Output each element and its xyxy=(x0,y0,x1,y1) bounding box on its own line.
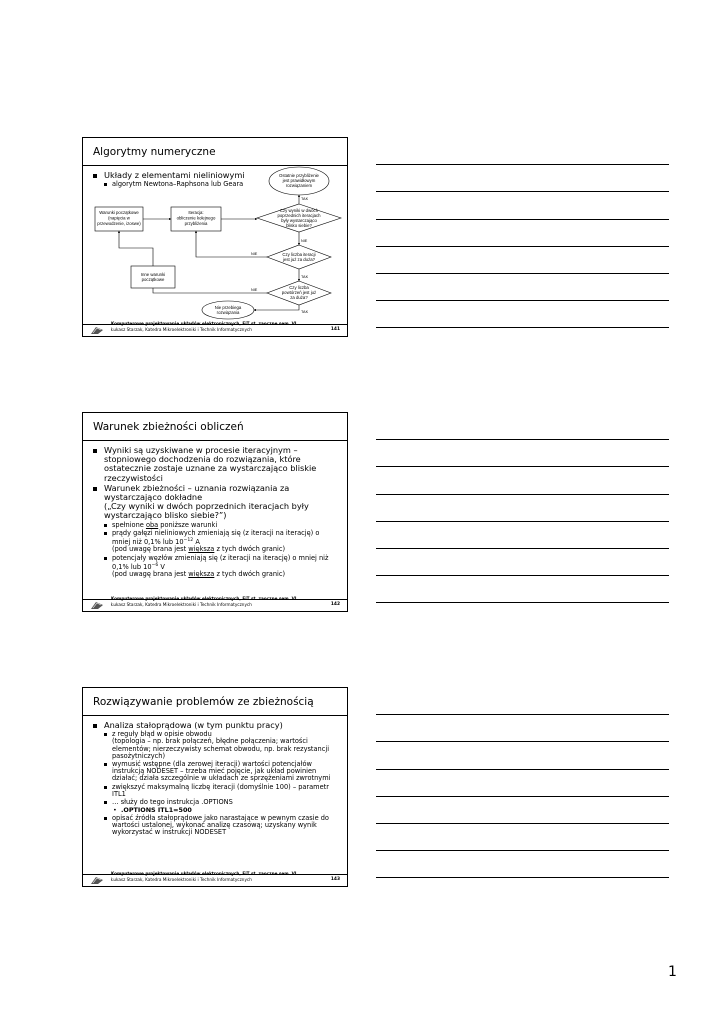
title-divider xyxy=(83,440,347,441)
footer-author: Łukasz Starzak, Katedra Mikroelektroniki i Technik Informatycznych xyxy=(111,327,252,332)
slide-number: 143 xyxy=(330,877,340,882)
svg-text:NIE: NIE xyxy=(251,252,258,256)
note-line xyxy=(376,575,669,576)
svg-text:rozwiązania: rozwiązania xyxy=(216,310,240,315)
note-line xyxy=(376,466,669,467)
slide-number: 141 xyxy=(330,327,340,332)
note-line xyxy=(376,164,669,165)
bullet-text: („Czy wyniki w dwóch poprzednich iteracjach były wystarczająco blisko siebie?”) xyxy=(104,501,309,521)
slide-143 xyxy=(82,687,348,887)
svg-text:Czy liczba iteracji: Czy liczba iteracji xyxy=(282,252,316,257)
slide-title: Algorytmy numeryczne xyxy=(93,146,216,158)
svg-text:TAK: TAK xyxy=(301,310,309,314)
note-line xyxy=(376,548,669,549)
svg-text:blisko siebie?: blisko siebie? xyxy=(286,223,312,228)
note-line xyxy=(376,796,669,797)
note-line xyxy=(376,714,669,715)
svg-text:obliczenie kolejnego: obliczenie kolejnego xyxy=(176,215,216,221)
svg-text:Warunki początkowe: Warunki początkowe xyxy=(99,210,139,215)
svg-text:rozwiązaniem: rozwiązaniem xyxy=(285,183,313,188)
title-divider xyxy=(83,715,347,716)
page-number: 1 xyxy=(668,964,677,980)
footer-course: Komputerowe projektowanie układów elektronicznych, EiT st. zaoczne sem. VI xyxy=(111,596,297,601)
note-line xyxy=(376,741,669,742)
note-line xyxy=(376,877,669,878)
slide-title: Warunek zbieżności obliczeń xyxy=(93,421,244,433)
sub-bullet: potencjały węzłów zmieniają się (z iteracji na iterację) o mniej niż 0,1% lub $10^{-6}$ V (pod uwagę brana jest większa z tych dwóch granic) xyxy=(103,555,337,579)
bullet xyxy=(91,484,337,521)
note-line xyxy=(376,246,669,247)
svg-text:NIE: NIE xyxy=(251,288,258,292)
svg-text:powtórzeń jest już: powtórzeń jest już xyxy=(281,290,317,295)
university-logo-icon xyxy=(90,601,104,610)
flowchart-labels xyxy=(97,173,321,315)
slide-141 xyxy=(82,137,348,337)
svg-text:przewodzenie, izoswe): przewodzenie, izoswe) xyxy=(97,221,141,226)
university-logo-icon xyxy=(90,876,104,885)
note-line xyxy=(376,494,669,495)
bullet: Wyniki są uzyskiwane w procesie iteracyjnym – stopniowego dochodzenia do rozwiązania, które ostatecznie zostaje uznane za wystarczająco bliskie rzeczywistości xyxy=(91,446,337,483)
sub-bullet: opisać źródła stałoprądowe jako narastające w pewnym czasie do wartości ustalonej, wykonać analizę czasową; uzyskany wynik wykorzystać w instrukcji NODESET xyxy=(103,815,337,837)
svg-text:jest już za duża?: jest już za duża? xyxy=(282,257,316,262)
svg-text:początkowe: początkowe xyxy=(141,277,165,282)
note-line xyxy=(376,300,669,301)
svg-text:Czy wyniki w dwóch: Czy wyniki w dwóch xyxy=(279,208,319,213)
slide-body xyxy=(91,446,337,579)
note-line xyxy=(376,327,669,328)
sub-bullet: z reguły błąd w opisie obwodu (topologia – np. brak połączeń, błędne połączenia; wartości elementów; nierzeczywisty schemat obwodu, np. brak rezystancji pasożytniczych) xyxy=(103,731,337,760)
slide-title: Rozwiązywanie problemów ze zbieżnością xyxy=(93,696,314,708)
slide-142 xyxy=(82,412,348,612)
footer-author: Łukasz Starzak, Katedra Mikroelektroniki i Technik Informatycznych xyxy=(111,602,252,607)
note-line xyxy=(376,191,669,192)
svg-text:za duża?: za duża? xyxy=(290,295,308,300)
note-line xyxy=(376,273,669,274)
sub-bullet: spełnione oba poniższe warunki xyxy=(103,522,337,529)
note-line xyxy=(376,602,669,603)
note-line xyxy=(376,439,669,440)
slide-number: 142 xyxy=(330,602,340,607)
footer-course: Komputerowe projektowanie układów elektronicznych, EiT st. zaoczne sem. VI xyxy=(111,871,297,876)
sub-bullet: wymusić wstępne (dla zerowej iteracji) wartości potencjałów instrukcją NODESET – trzeba mieć pojęcie, jak układ powinien działać; działa szczególnie w układach ze sprzężeniami zwrotnymi xyxy=(103,761,337,783)
note-line xyxy=(376,850,669,851)
svg-text:przybliżenia: przybliżenia xyxy=(184,221,208,226)
svg-text:NIE: NIE xyxy=(301,239,308,243)
note-line xyxy=(376,769,669,770)
note-line xyxy=(376,219,669,220)
svg-text:były wystarczająco: były wystarczająco xyxy=(281,218,317,223)
slide-body xyxy=(91,721,337,837)
note-line xyxy=(376,823,669,824)
sub-bullet: zwiększyć maksymalną liczbę iteracji (domyślnie 100) – parametr ITL1 xyxy=(103,784,337,798)
sub-bullet: algorytm Newtona–Raphsona lub Geara xyxy=(103,181,337,188)
svg-text:TAK: TAK xyxy=(301,275,309,279)
footer-author: Łukasz Starzak, Katedra Mikroelektroniki i Technik Informatycznych xyxy=(111,877,252,882)
note-line xyxy=(376,521,669,522)
svg-text:Czy liczba: Czy liczba xyxy=(289,285,309,290)
svg-text:jest prawidłowym: jest prawidłowym xyxy=(282,178,316,183)
svg-text:Inne warunki: Inne warunki xyxy=(140,272,166,277)
university-logo-icon xyxy=(90,326,104,335)
sub-sub-bullet: • .OPTIONS ITL1=500 xyxy=(113,807,337,814)
bullet-text: Warunek zbieżności – uznania rozwiązania za wystarczająco dokładne xyxy=(104,482,290,503)
svg-text:Iteracja:: Iteracja: xyxy=(188,210,204,215)
sub-bullet: … służy do tego instrukcja .OPTIONS xyxy=(103,799,337,806)
bullet: Analiza stałoprądowa (w tym punktu pracy) xyxy=(91,721,337,730)
svg-text:TAK: TAK xyxy=(301,197,309,201)
newton-raphson-flowchart xyxy=(83,138,349,338)
svg-text:poprzednich iteracjach: poprzednich iteracjach xyxy=(277,213,321,218)
svg-text:Nie przebiega: Nie przebiega xyxy=(214,305,242,310)
svg-text:Ostatnie przybliżenie: Ostatnie przybliżenie xyxy=(279,173,319,178)
bullet: Układy z elementami nieliniowymi xyxy=(91,171,337,180)
svg-text:(napięcia w: (napięcia w xyxy=(108,215,130,221)
footer-course: Komputerowe projektowanie układów elektronicznych, EiT st. zaoczne sem. VI xyxy=(111,321,297,326)
sub-bullet: prądy gałęzi nieliniowych zmieniają się (z iteracji na iterację) o mniej niż 0,1% lub $10^{-12}$ A (pod uwagę brana jest większa z tych dwóch granic) xyxy=(103,530,337,554)
